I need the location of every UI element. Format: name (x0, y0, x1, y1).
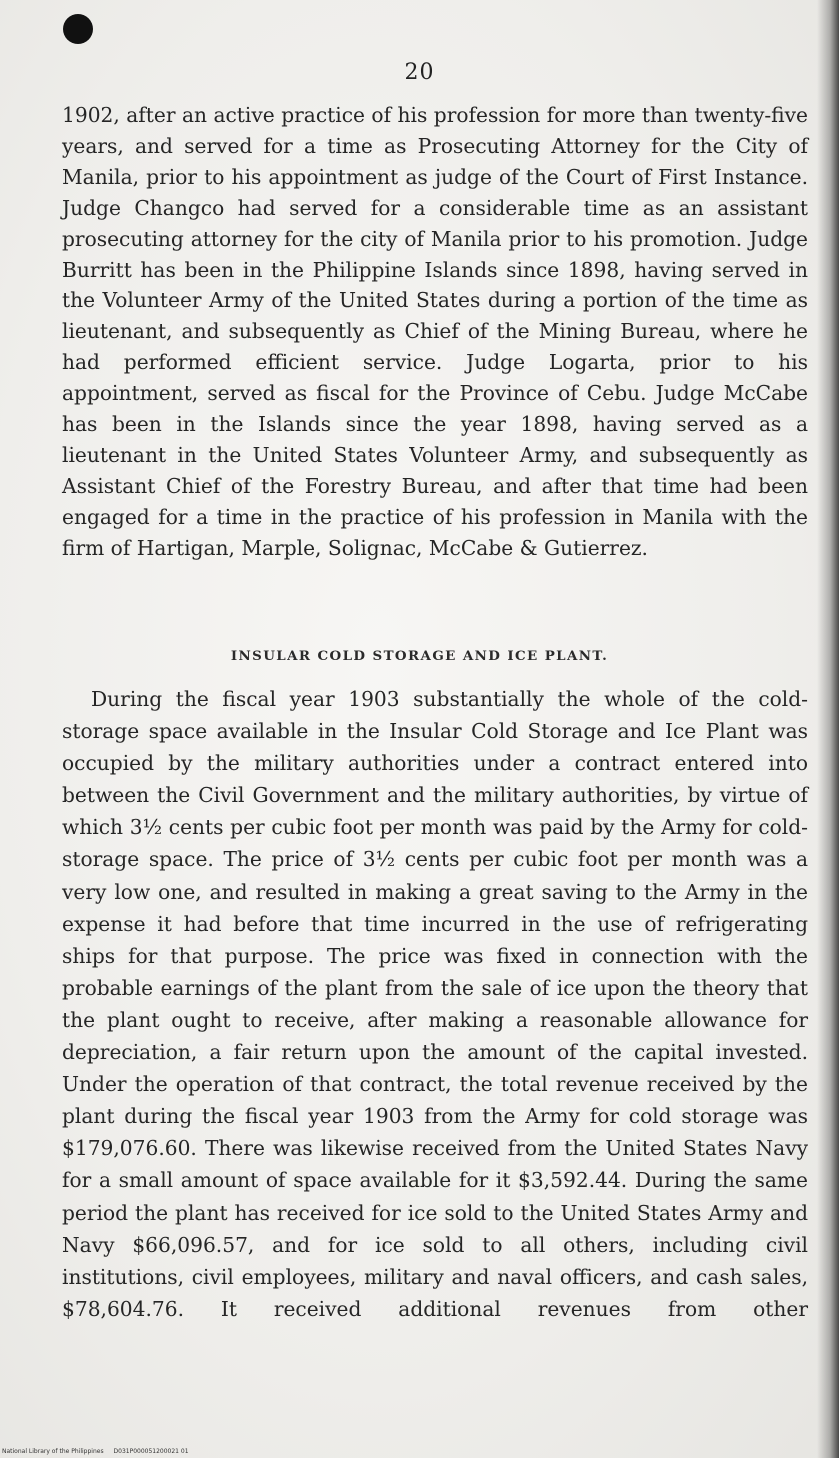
page-number: 20 (404, 60, 435, 85)
section-heading: INSULAR COLD STORAGE AND ICE PLANT. (230, 648, 609, 664)
binding-hole (63, 14, 93, 44)
paragraph-cold-storage: During the fiscal year 1903 substantially the whole of the cold-storage space available in the Insular Cold Storage and Ice Plant was occupied by the military authorities under a contract entered into between the Civil Government and the military authorities, by virtue of which 3½ cents per cubic foot per month was paid by the Army for cold-storage space. The price of 3½ cents per cubic foot per month was a very low one, and resulted in making a great saving to the Army in the expense it had before that time incurred in the use of refrigerating ships for that purpose. The price was fixed in connection with the probable earnings of the plant from the sale of ice upon the theory that the plant ought to receive, after making a reasonable allowance for depreciation, a fair return upon the amount of the capital invested. Under the operation of that contract, the total revenue received by the plant during the fiscal year 1903 from the Army for cold storage was $179,076.60. There was likewise received from the United States Navy for a small amount of space available for it $3,592.44. During the same period the plant has received for ice sold to the United States Army and Navy $66,096.57, and for ice sold to all others, including civil institutions, civil employees, military and naval officers, and cash sales, $78,604.76. It received additional revenues from other (62, 687, 808, 1321)
page-edge-shadow (817, 0, 839, 1458)
scan-footer (2, 1448, 197, 1455)
footer-library: National Library of the Philippines (2, 1448, 104, 1455)
footer-code: D031P000051200021 01 (113, 1448, 189, 1455)
paragraph-judges: 1902, after an active practice of his profession for more than twenty-five years, and served for a time as Prosecuting Attorney for the City of Manila, prior to his appointment as judge of the Court of First Instance. Judge Changco had served for a considerable time as an assistant prosecuting attorney for the city of Manila prior to his promotion. Judge Burritt has been in the Philippine Islands since 1898, having served in the Volunteer Army of the United States during a portion of the time as lieutenant, and subsequently as Chief of the Mining Bureau, where he had performed efficient service. Judge Logarta, prior to his appointment, served as fiscal for the Province of Cebu. Judge McCabe has been in the Islands since the year 1898, having served as a lieutenant in the United States Volunteer Army, and subsequently as Assistant Chief of the Forestry Bureau, and after that time had been engaged for a time in the practice of his profession in Manila with the firm of Hartigan, Marple, Solignac, McCabe & Gutierrez. (62, 103, 808, 560)
